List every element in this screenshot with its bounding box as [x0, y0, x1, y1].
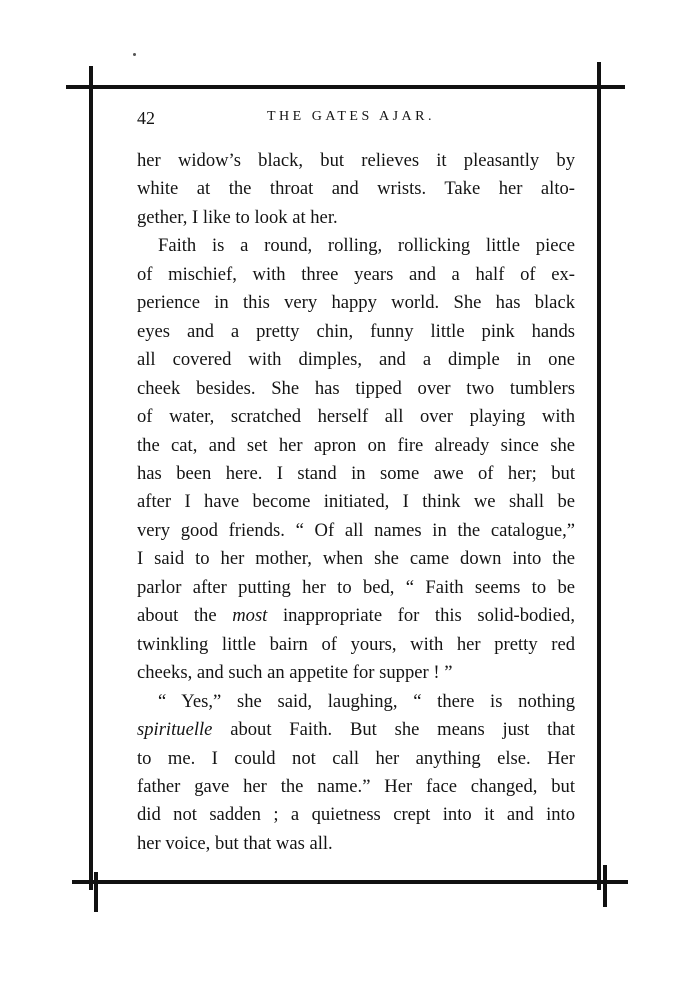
paragraph-1 [137, 147, 575, 232]
top-border-rule [66, 85, 625, 89]
text-line: all covered with dimples, and a dimple in one [137, 349, 575, 371]
text-fragment: about the [137, 605, 217, 627]
text-line: very good friends. “ Of all names in the catalogue,” [137, 519, 575, 541]
running-title: THE GATES AJAR. [267, 109, 436, 124]
text-line: did not sadden ; a quietness crept into it and into [137, 804, 575, 826]
text-line [137, 602, 575, 630]
italic-word: most [232, 605, 268, 627]
running-head [137, 108, 577, 132]
paragraph-3 [137, 688, 575, 859]
text-line: Faith is a round, rolling, rollicking little piece [158, 235, 575, 257]
text-line: after I have become initiated, I think we shall be [137, 491, 575, 513]
text-fragment: inappropriate for this solid-bodied, [282, 605, 575, 627]
page-number: 42 [137, 108, 155, 128]
italic-word: spirituelle [137, 719, 213, 741]
text-line: eyes and a pretty chin, funny little pink hands [137, 320, 575, 342]
text-line: her widow’s black, but relieves it pleasantly by [137, 150, 575, 171]
text-line: cheeks, and such an appetite for supper ! ” [137, 662, 453, 684]
text-line: twinkling little bairn of yours, with her pretty red [137, 633, 575, 655]
text-line: cheek besides. She has tipped over two tumblers [137, 377, 575, 399]
paragraph-2 [137, 232, 575, 687]
text-line: father gave her the name.” Her face changed, but [137, 775, 575, 797]
bottom-border-rule [72, 880, 628, 884]
text-line: parlor after putting her to bed, “ Faith seems to be [137, 576, 575, 598]
body-text [137, 147, 575, 858]
right-border-rule-tail [603, 865, 607, 907]
ink-speck [133, 53, 136, 56]
text-line: her voice, but that was all. [137, 832, 333, 854]
text-line: to me. I could not call her anything else. Her [137, 747, 575, 769]
text-line: of mischief, with three years and a half of ex- [137, 263, 575, 285]
text-line: “ Yes,” she said, laughing, “ there is nothing [158, 690, 575, 712]
text-line: gether, I like to look at her. [137, 206, 338, 228]
left-border-rule [89, 66, 93, 890]
text-line: has been here. I stand in some awe of her; but [137, 462, 575, 484]
text-fragment: about Faith. But she means just that [230, 719, 576, 741]
text-line: perience in this very happy world. She has black [137, 292, 575, 314]
text-line: of water, scratched herself all over playing with [137, 406, 575, 428]
text-line [137, 716, 575, 744]
text-line: I said to her mother, when she came down into the [137, 548, 575, 570]
right-border-rule [597, 62, 601, 890]
text-line: the cat, and set her apron on fire already since she [137, 434, 575, 456]
left-border-rule-tail [94, 872, 98, 912]
text-line: white at the throat and wrists. Take her alto- [137, 178, 575, 200]
